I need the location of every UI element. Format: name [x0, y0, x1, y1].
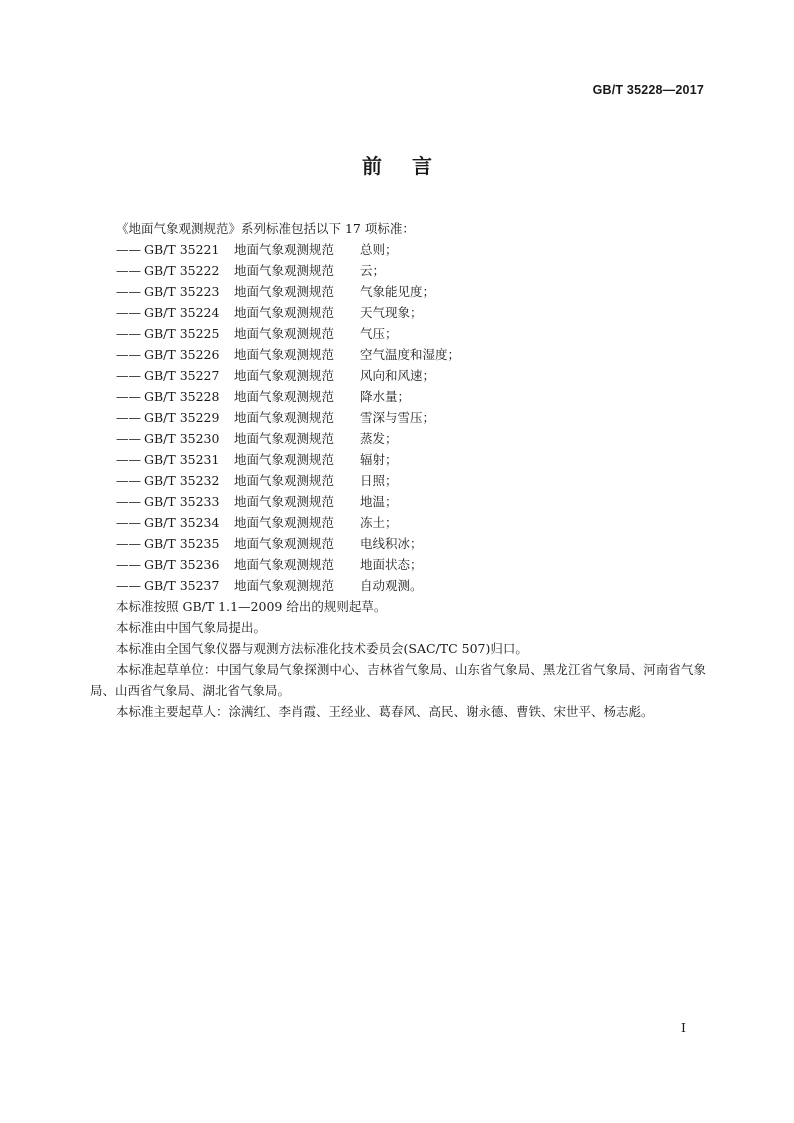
- part-name: 地面状态；: [360, 557, 423, 572]
- standard-code: GB/T 35228: [144, 389, 220, 404]
- standard-code: GB/T 35225: [144, 326, 220, 341]
- series-name: 地面气象观测规范: [234, 473, 335, 488]
- series-name: 地面气象观测规范: [234, 326, 335, 341]
- standard-code: GB/T 35231: [144, 452, 220, 467]
- list-item: [90, 554, 706, 575]
- list-dash: ——: [116, 452, 141, 467]
- drafters-paragraph: 本标准主要起草人：涂满红、李肖霞、王经业、葛春风、高民、谢永德、曹铁、宋世平、杨志彪。: [116, 704, 654, 719]
- list-dash: ——: [116, 578, 141, 593]
- standard-code: GB/T 35222: [144, 263, 220, 278]
- standard-code: GB/T 35226: [144, 347, 220, 362]
- part-name: 日照；: [360, 473, 398, 488]
- list-item: [90, 470, 706, 491]
- list-dash: ——: [116, 305, 141, 320]
- standard-code: GB/T 35230: [144, 431, 220, 446]
- drafting-units-paragraph: 本标准起草单位：中国气象局气象探测中心、吉林省气象局、山东省气象局、黑龙江省气象局、河南省气象局、山西省气象局、湖北省气象局。: [90, 662, 706, 698]
- list-item: [90, 260, 706, 281]
- standard-code: GB/T 35224: [144, 305, 220, 320]
- series-name: 地面气象观测规范: [234, 263, 335, 278]
- centralized-by-paragraph: 本标准由全国气象仪器与观测方法标准化技术委员会(SAC/TC 507)归口。: [116, 641, 528, 656]
- part-name: 自动观测。: [360, 578, 423, 593]
- list-dash: ——: [116, 431, 141, 446]
- list-dash: ——: [116, 347, 141, 362]
- list-item: [90, 428, 706, 449]
- list-item: [90, 449, 706, 470]
- standard-code: GB/T 35221: [144, 242, 220, 257]
- list-dash: ——: [116, 242, 141, 257]
- list-item: [90, 575, 706, 596]
- part-name: 天气现象；: [360, 305, 423, 320]
- intro-paragraph: 《地面气象观测规范》系列标准包括以下 17 项标准：: [116, 221, 415, 236]
- part-name: 冻土；: [360, 515, 398, 530]
- series-name: 地面气象观测规范: [234, 452, 335, 467]
- part-name: 辐射；: [360, 452, 398, 467]
- list-item: [90, 365, 706, 386]
- list-dash: ——: [116, 494, 141, 509]
- list-dash: ——: [116, 536, 141, 551]
- list-dash: ——: [116, 557, 141, 572]
- standard-code: GB/T 35232: [144, 473, 220, 488]
- list-item: [90, 533, 706, 554]
- list-item: [90, 302, 706, 323]
- part-name: 空气温度和湿度；: [360, 347, 461, 362]
- standard-code: GB/T 35233: [144, 494, 220, 509]
- standard-code: GB/T 35227: [144, 368, 220, 383]
- series-name: 地面气象观测规范: [234, 515, 335, 530]
- part-name: 电线积冰；: [360, 536, 423, 551]
- part-name: 气压；: [360, 326, 398, 341]
- page-title: 前言: [362, 154, 462, 178]
- part-name: 风向和风速；: [360, 368, 436, 383]
- part-name: 雪深与雪压；: [360, 410, 436, 425]
- drafting-rule-paragraph: 本标准按照 GB/T 1.1—2009 给出的规则起草。: [116, 599, 387, 614]
- list-dash: ——: [116, 389, 141, 404]
- series-name: 地面气象观测规范: [234, 536, 335, 551]
- series-name: 地面气象观测规范: [234, 578, 335, 593]
- list-item: [90, 491, 706, 512]
- list-dash: ——: [116, 326, 141, 341]
- series-name: 地面气象观测规范: [234, 557, 335, 572]
- proposed-by-paragraph: 本标准由中国气象局提出。: [116, 620, 267, 635]
- part-name: 降水量；: [360, 389, 411, 404]
- list-item: [90, 386, 706, 407]
- standard-code: GB/T 35223: [144, 284, 220, 299]
- document-number-header: GB/T 35228—2017: [592, 83, 704, 97]
- series-name: 地面气象观测规范: [234, 347, 335, 362]
- foreword-body: [90, 218, 706, 722]
- list-item: [90, 512, 706, 533]
- standard-code: GB/T 35237: [144, 578, 220, 593]
- standard-code: GB/T 35234: [144, 515, 220, 530]
- part-name: 气象能见度；: [360, 284, 436, 299]
- series-name: 地面气象观测规范: [234, 242, 335, 257]
- series-name: 地面气象观测规范: [234, 431, 335, 446]
- standard-code: GB/T 35229: [144, 410, 220, 425]
- series-name: 地面气象观测规范: [234, 494, 335, 509]
- series-name: 地面气象观测规范: [234, 284, 335, 299]
- list-dash: ——: [116, 284, 141, 299]
- list-item: [90, 281, 706, 302]
- list-dash: ——: [116, 410, 141, 425]
- list-item: [90, 407, 706, 428]
- list-dash: ——: [116, 368, 141, 383]
- series-name: 地面气象观测规范: [234, 410, 335, 425]
- part-name: 地温；: [360, 494, 398, 509]
- series-name: 地面气象观测规范: [234, 305, 335, 320]
- list-dash: ——: [116, 263, 141, 278]
- standard-code: GB/T 35236: [144, 557, 220, 572]
- list-item: [90, 323, 706, 344]
- series-name: 地面气象观测规范: [234, 368, 335, 383]
- list-dash: ——: [116, 515, 141, 530]
- list-item: [90, 239, 706, 260]
- standards-list: [90, 239, 706, 596]
- part-name: 蒸发；: [360, 431, 398, 446]
- list-dash: ——: [116, 473, 141, 488]
- part-name: 云；: [360, 263, 386, 278]
- list-item: [90, 344, 706, 365]
- standard-code: GB/T 35235: [144, 536, 220, 551]
- part-name: 总则；: [360, 242, 398, 257]
- series-name: 地面气象观测规范: [234, 389, 335, 404]
- page-number: I: [681, 1020, 686, 1035]
